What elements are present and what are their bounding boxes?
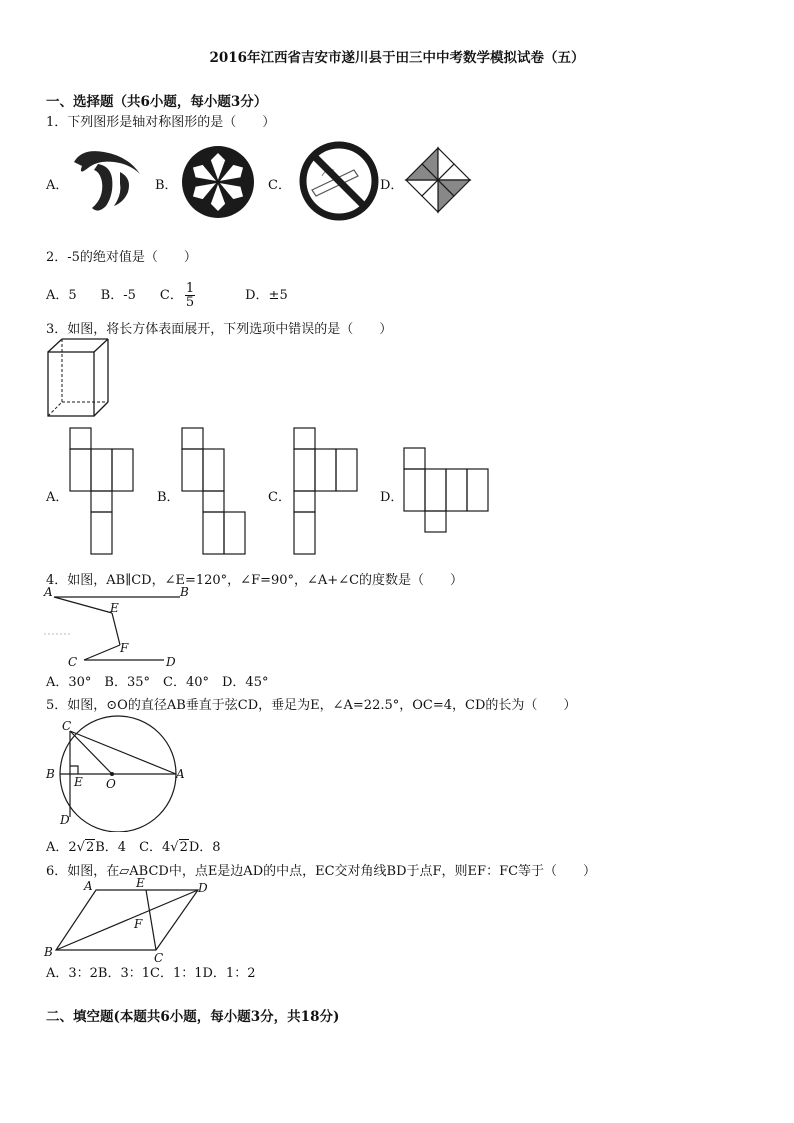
q6-label-f: F (134, 917, 143, 931)
q5-label-b: B (46, 767, 55, 781)
q4-parallel-lines-figure (40, 584, 210, 670)
q1-pinwheel-figure (402, 144, 474, 216)
q3-option-a-label: A． (46, 490, 69, 505)
q4-label-c: C (68, 655, 78, 669)
q1-option-c-label: C． (268, 178, 291, 193)
q2-option-d: D．±5 (245, 288, 288, 303)
q5-label-a: A (176, 767, 185, 781)
question-4-stem: 4．如图，AB∥CD，∠E=120°，∠F=90°，∠A+∠C的度数是（ ） (46, 573, 464, 588)
q3-net-d-figure (400, 446, 494, 540)
q2-option-c-label: C． (159, 288, 183, 303)
q5-label-d: D (60, 813, 70, 827)
q6-parallelogram-figure (40, 874, 220, 964)
q1-option-a-label: A． (46, 178, 69, 193)
question-5-stem: 5．如图，⊙O的直径AB垂直于弦CD，垂足为E，∠A=22.5°，OC=4，CD的长为（ ） (46, 698, 577, 713)
q6-label-b: B (44, 945, 53, 959)
q6-label-c: C (154, 951, 164, 964)
q5-option-a-sqrt: √2 (76, 840, 95, 855)
q2-option-a: A．5 (46, 288, 77, 303)
q1-option-d-label: D． (380, 178, 404, 193)
question-6-stem: 6．如图，在▱ABCD中，点E是边AD的中点，EC交对角线BD于点F，则EF：FC等于（ ） (46, 864, 597, 879)
question-5-options: A．2√2B．4 C．4√2D．8 (46, 840, 221, 855)
q3-cuboid-figure (44, 336, 114, 420)
question-1-stem: 1．下列图形是轴对称图形的是（ ） (46, 115, 276, 130)
question-3-stem: 3．如图，将长方体表面展开，下列选项中错误的是（ ） (46, 322, 393, 337)
q1-no-smoking-sign-figure (296, 140, 382, 222)
q3-option-d-label: D． (380, 490, 404, 505)
q6-label-a: A (84, 879, 93, 893)
q4-label-f: F (120, 641, 129, 655)
q4-label-d: D (166, 655, 176, 669)
page-title: 2016年江西省吉安市遂川县于田三中中考数学模拟试卷（五） (209, 50, 585, 66)
q4-label-e: E (110, 601, 119, 615)
question-4-options: A．30° B．35° C．40° D．45° (46, 675, 269, 690)
q4-label-b: B (180, 585, 189, 599)
q1-star-circle-figure (180, 144, 256, 220)
q5-circle-figure (40, 712, 200, 832)
section-heading-fill-in: 二、填空题(本题共6小题，每小题3分，共18分) (46, 1009, 340, 1025)
q6-label-e: E (136, 876, 145, 890)
q4-label-a: A (44, 585, 53, 599)
question-2-stem: 2．-5的绝对值是（ ） (46, 250, 197, 265)
q5-label-e: E (74, 775, 83, 789)
q1-telecom-logo-figure (68, 144, 148, 216)
q2-option-b: B．-5 (100, 288, 136, 303)
question-6-options: A．3：2B．3：1C．1：1D．1：2 (46, 966, 256, 981)
q5-option-c-sqrt: √2 (170, 840, 188, 855)
q3-net-a-figure (66, 426, 138, 558)
q2-option-c-fraction: $\frac{1}{5}$ (185, 281, 195, 310)
q1-option-b-label: B． (155, 178, 178, 193)
q3-net-b-figure (178, 426, 250, 558)
q3-option-c-label: C． (268, 490, 291, 505)
question-2-options (46, 282, 288, 312)
q6-label-d: D (198, 881, 208, 895)
q3-net-c-figure (290, 426, 362, 558)
q3-option-b-label: B． (157, 490, 180, 505)
q5-label-o: O (106, 777, 116, 791)
q5-label-c: C (62, 719, 72, 733)
section-heading-choice: 一、选择题（共6小题，每小题3分） (46, 94, 268, 110)
